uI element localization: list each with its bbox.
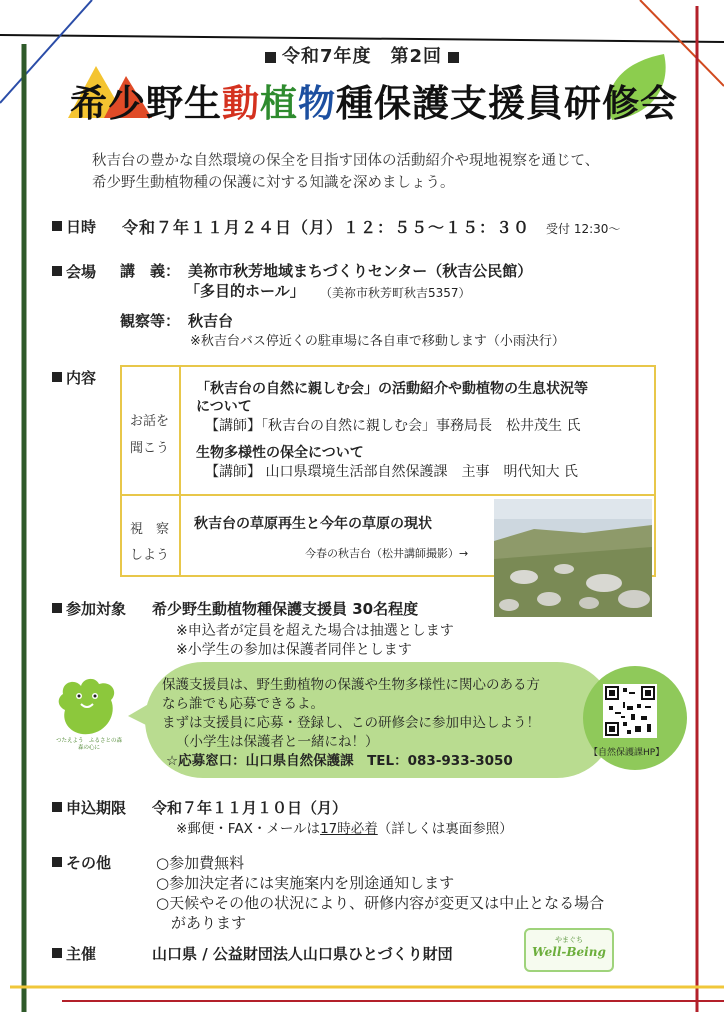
lecture-place: 美祢市秋芳地域まちづくりセンター（秋吉公民館）: [188, 262, 533, 280]
visit-side-label-2: しよう: [130, 548, 170, 563]
observation-note: ※秋吉台バス停近くの駐車場に各自車で移動します（小雨決行）: [190, 334, 565, 349]
mascot-caption: つたえよう ふるさとの森 森の心に: [55, 738, 128, 751]
deadline-label: 申込期限: [52, 797, 126, 818]
target-value: 希少野生動植物種保護支援員 30名程度: [152, 600, 419, 618]
talk-side-label-2: 聞こう: [130, 441, 170, 456]
other-label: その他: [52, 852, 111, 873]
target-note-2: ※小学生の参加は保護者同伴とします: [176, 642, 412, 658]
datetime-value: 令和７年１１月２４日（月）１２：５５〜１５：３０: [122, 218, 531, 237]
talk1-lecturer: 【講師】「秋吉台の自然に親しむ会」事務局長 松井茂生 氏: [205, 418, 581, 434]
bubble-text: 保護支援員は、野生動植物の保護や生物多様性に関心のある方 なら誰でも応募できるよ。 まずは支援員に応募・登録し、この研修会に参加申込しよう！ （小学生は保護者と一緒にね！） ☆応募窓口：山口県自然保護課 TEL：083-933-3050: [162, 677, 540, 769]
organizer-label: 主催: [52, 943, 96, 964]
other-item-3-cont: があります: [156, 914, 247, 932]
target-note-1: ※申込者が定員を超えた場合は抽選とします: [176, 623, 454, 639]
reception-time: 受付 12:30〜: [546, 222, 621, 236]
datetime-label: 日時: [52, 216, 96, 237]
qr-code[interactable]: [603, 684, 657, 738]
akiyoshidai-photo: [494, 499, 652, 617]
title-part-3: 植: [260, 82, 298, 125]
other-item-3: ○天候やその他の状況により、研修内容が変更又は中止となる場合: [156, 894, 605, 912]
title-part-1: 希少野生: [70, 82, 222, 125]
organizer-value: 山口県 / 公益財団法人山口県ひとづくり財団: [152, 945, 453, 963]
talk2-title: 生物多様性の保全について: [196, 445, 364, 461]
talk2-lecturer: 【講師】 山口県環境生活部自然保護課 主事 明代知大 氏: [205, 464, 578, 480]
visit-title: 秋吉台の草原再生と今年の草原の現状: [194, 516, 432, 532]
visit-side-label-1: 視 察: [130, 522, 170, 537]
other-item-2: ○参加決定者には実施案内を別途通知します: [156, 874, 455, 892]
content-label: 内容: [52, 367, 96, 388]
photo-caption: 今春の秋吉台（松井講師撮影）→: [305, 547, 469, 560]
venue-address: （美祢市秋芳町秋吉5357）: [320, 286, 471, 300]
title-part-5: 種保護支援員研修会: [336, 82, 678, 125]
deadline-note: ※郵便・FAX・メールは17時必着（詳しくは裏面参照）: [176, 821, 513, 837]
venue-label: 会場: [52, 261, 96, 282]
wellbeing-logo: やまぐち Well-Being: [524, 928, 614, 972]
talk-side-label-1: お話を: [130, 414, 170, 429]
qr-caption: 【自然保護課HP】: [589, 748, 665, 758]
observation-place: 秋吉台: [188, 312, 234, 330]
intro-text: 秋吉台の豊かな自然環境の保全を目指す団体の活動紹介や現地視察を通じて、 希少野生動植物種の保護に対する知識を深めましょう。: [92, 153, 600, 191]
target-label: 参加対象: [52, 598, 126, 619]
observation-label: 観察等：: [120, 312, 181, 330]
talk1-title: 「秋吉台の自然に親しむ会」の活動紹介や動植物の生息状況等: [196, 381, 588, 397]
talk1-title-cont: について: [196, 399, 252, 415]
lecture-label: 講 義：: [120, 262, 181, 280]
other-item-1: ○参加費無料: [156, 854, 245, 872]
title-part-2: 動: [222, 82, 260, 125]
subtitle: 令和7年度 第2回: [0, 42, 724, 68]
title-part-4: 物: [298, 82, 336, 125]
bird-mascot-icon: [55, 674, 121, 740]
deadline-value: 令和７年１１月１０日（月）: [152, 799, 348, 817]
page-title: [70, 73, 678, 133]
bubble-tail: [128, 700, 152, 730]
hall-name: 「多目的ホール」: [185, 282, 305, 300]
